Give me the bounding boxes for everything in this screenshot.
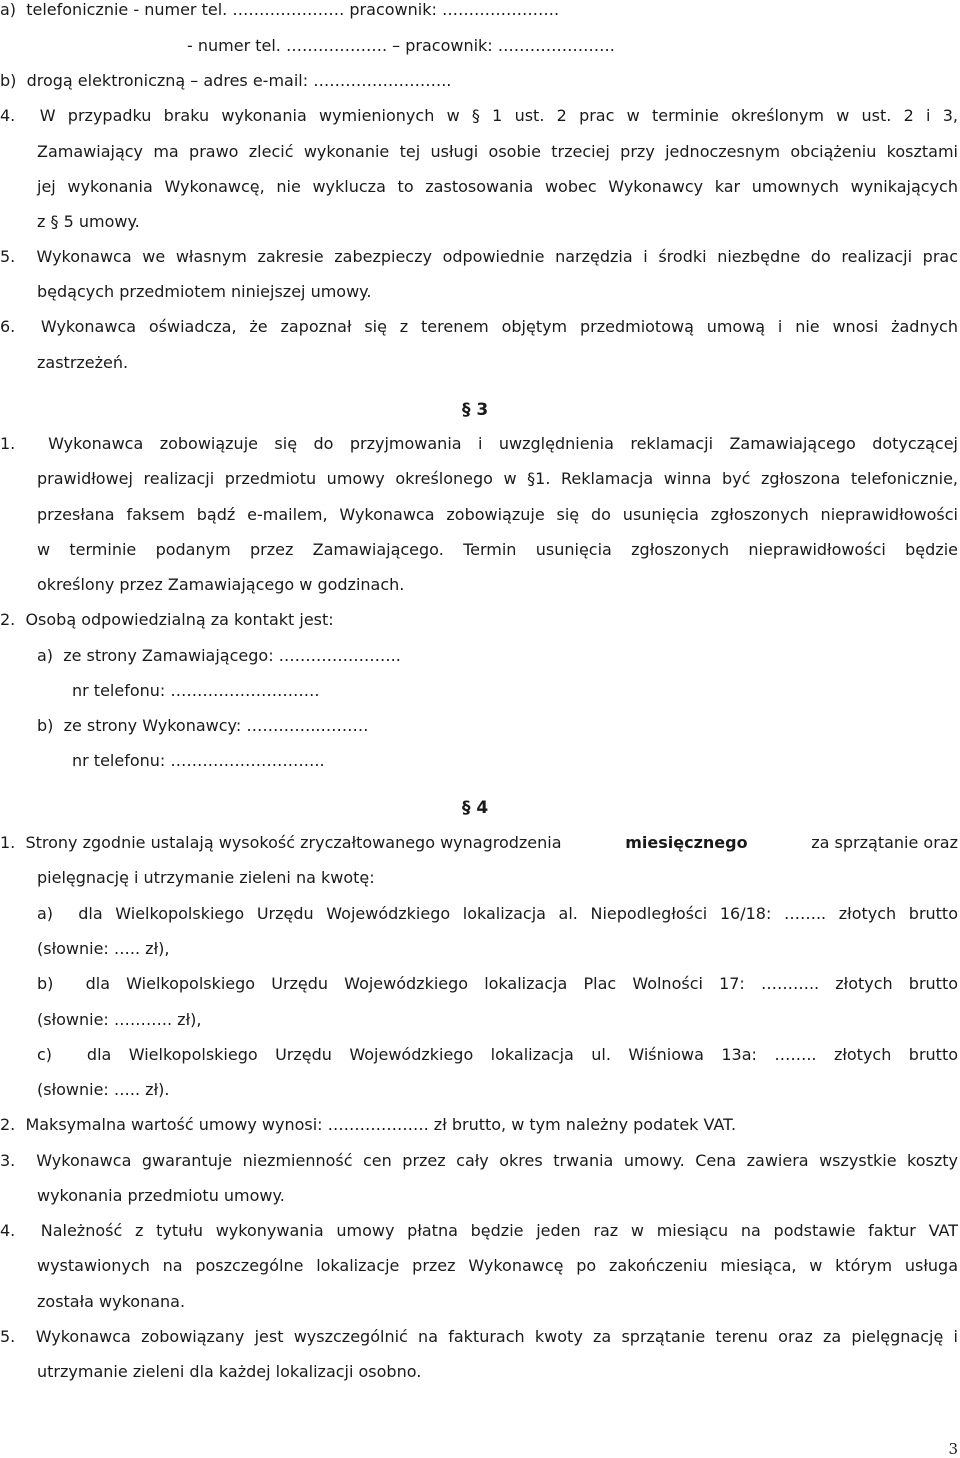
text-line: a) ze strony Zamawiającego: ………………….. (37, 646, 401, 665)
text-line: pielęgnację i utrzymanie zieleni na kwotę: (37, 868, 375, 887)
text-line: będących przedmiotem niniejszej umowy. (37, 282, 372, 301)
text-line: b) ze strony Wykonawcy: …………..……… (37, 716, 369, 735)
text-line: a) telefonicznie - numer tel. ………………… pracownik: …………………. (0, 0, 560, 19)
section-heading-4: § 4 (462, 798, 489, 818)
text-line: została wykonana. (37, 1292, 186, 1311)
text-line: utrzymanie zieleni dla każdej lokalizacji osobno. (37, 1362, 422, 1381)
text-line: zastrzeżeń. (37, 353, 129, 372)
text-line: 2. Maksymalna wartość umowy wynosi: ………………. zł brutto, w tym należny podatek VAT. (0, 1115, 737, 1134)
text-line: 6. Wykonawca oświadcza, że zapoznał się z terenem objętym przedmiotową umową i nie wnosi żadnych (0, 317, 958, 336)
text-line: wystawionych na poszczególne lokalizacje przez Wykonawcę po zakończeniu miesiąca, w którym usługa (37, 1256, 958, 1275)
text-line: 5. Wykonawca zobowiązany jest wyszczególnić na fakturach kwoty za sprzątanie terenu oraz za pielęgnację i (0, 1327, 958, 1346)
text-line: nr telefonu: ……………………….. (72, 751, 325, 770)
text-line: nr telefonu: ………………………. (72, 681, 320, 700)
text-line: z § 5 umowy. (37, 212, 140, 231)
text-line: przesłana faksem bądź e-mailem, Wykonawca zobowiązuje się do usunięcia zgłoszonych nieprawidłowości (37, 505, 958, 524)
text-line: 3. Wykonawca gwarantuje niezmienność cen przez cały okres trwania umowy. Cena zawiera wszystkie koszty (0, 1151, 958, 1170)
text-line: c) dla Wielkopolskiego Urzędu Wojewódzkiego lokalizacja ul. Wiśniowa 13a: …….. złotych brutto (37, 1045, 958, 1064)
text-line: w terminie podanym przez Zamawiającego. Termin usunięcia zgłoszonych nieprawidłowości będzie (37, 540, 958, 559)
text-line: 1. Wykonawca zobowiązuje się do przyjmowania i uwzględnienia reklamacji Zamawiającego dotyczącej (0, 434, 958, 453)
text-line: b) drogą elektroniczną – adres e-mail: …………………….. (0, 71, 452, 90)
text-line: b) dla Wielkopolskiego Urzędu Wojewódzkiego lokalizacja Plac Wolności 17: ……….. złotych brutto (37, 974, 958, 993)
text-fragment: 1. Strony zgodnie ustalają wysokość zryczałtowanego wynagrodzenia (0, 833, 567, 852)
bold-term: miesięcznego (625, 833, 748, 852)
text-line: (słownie: ……….. zł), (37, 1010, 202, 1029)
page-number: 3 (948, 1440, 958, 1458)
text-line: Zamawiający ma prawo zlecić wykonanie tej usługi osobie trzeciej przy jednoczesnym obciążeniu kosztami (37, 142, 958, 161)
text-line: - numer tel. ………………. – pracownik: …………………. (187, 36, 615, 55)
text-line: jej wykonania Wykonawcę, nie wyklucza to zastosowania wobec Wykonawcy kar umownych wynikających (37, 177, 958, 196)
text-line: 5. Wykonawca we własnym zakresie zabezpieczy odpowiednie narzędzia i środki niezbędne do realizacji prac (0, 247, 958, 266)
text-line: (słownie: ….. zł), (37, 939, 170, 958)
text-line: 2. Osobą odpowiedzialną za kontakt jest: (0, 610, 334, 629)
text-line: 4. Należność z tytułu wykonywania umowy płatna będzie jeden raz w miesiącu na podstawie faktur VAT (0, 1221, 958, 1240)
text-fragment: za sprzątanie oraz (806, 833, 958, 852)
text-line: prawidłowej realizacji przedmiotu umowy określonego w §1. Reklamacja winna być zgłoszona telefonicznie, (37, 469, 958, 488)
text-line: 4. W przypadku braku wykonania wymienionych w § 1 ust. 2 prac w terminie określonym w ust. 2 i 3, (0, 106, 958, 125)
text-line (0, 833, 958, 853)
section-heading-3: § 3 (462, 400, 489, 420)
text-line: określony przez Zamawiającego w godzinach. (37, 575, 405, 594)
text-line: a) dla Wielkopolskiego Urzędu Wojewódzkiego lokalizacja al. Niepodległości 16/18: …….. złotych brutto (37, 904, 958, 923)
text-line: (słownie: ….. zł). (37, 1080, 170, 1099)
text-line: wykonania przedmiotu umowy. (37, 1186, 285, 1205)
